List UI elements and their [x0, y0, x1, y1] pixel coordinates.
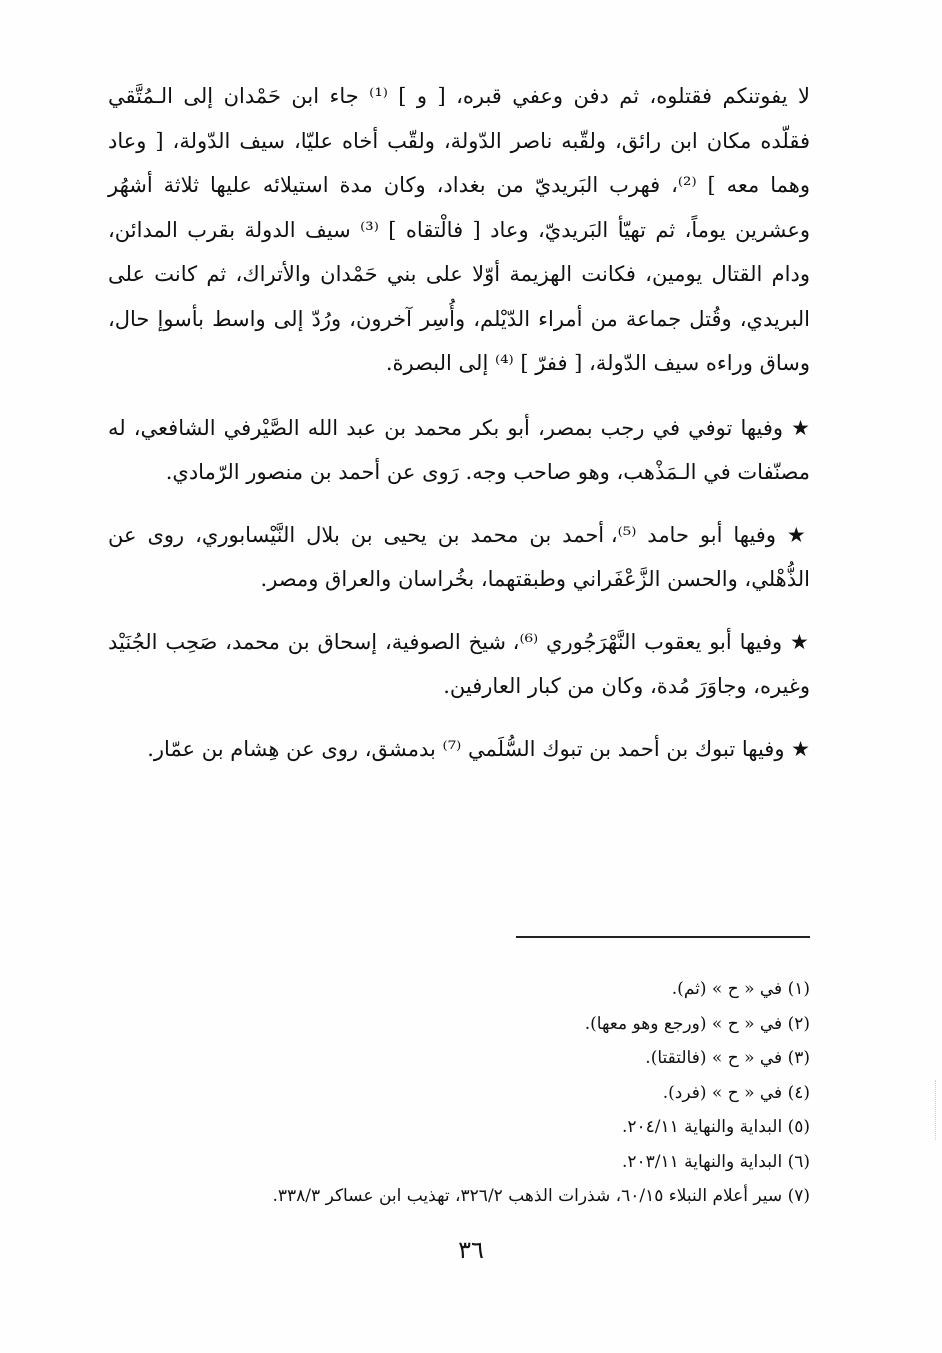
footnotes-block [108, 972, 810, 1214]
footnote-7: (٧) سير أعلام النبلاء ٦٠/١٥، شذرات الذهب ٣٢٦/٢، تهذيب ابن عساكر ٣٣٨/٣. [272, 1186, 810, 1206]
paragraph-obituary-tabuk: ★ وفيها تبوك بن أحمد بن تبوك السُّلَمي ⁽⁷⁾ بدمشق، روى عن هِشام بن عمّار. [147, 736, 810, 761]
footnote-6: (٦) البداية والنهاية ٢٠٣/١١. [621, 1151, 810, 1172]
paragraph-events: لا يفوتنكم فقتلوه، ثم دفن وعفي قبره، [ و ] ⁽¹⁾ جاء ابن حَمْدان إلى الـمُتَّقي فقلّده مكان ابن رائق، ولقّبه ناصر الدّولة، ولقّب أخاه عليّا، سيف الدّولة، [ وعاد وهما معه ] ⁽²⁾، فهرب البَريديّ من بغداد، وكان مدة استيلائه عليها ثلاثة أشهُر وعشرين يوماً، ثم تهيّأ البَريديّ، وعاد [ فالْتقاه ] ⁽³⁾ سيف الدولة بقرب المدائن، ودام القتال يومين، فكانت الهزيمة أوّلا على بني حَمْدان والأتراك، ثم كانت على البريدي، وقُتل جماعة من أمراء الدّيْلم، وأُسِر آخرون، ورُدّ إلى واسط بأسوإ حال، وساق وراءه سيف الدّولة، [ ففرّ ] ⁽⁴⁾ إلى البصرة. [108, 84, 811, 375]
paragraph-obituary-abu-hamid: ★ وفيها أبو حامد ⁽⁵⁾، أحمد بن محمد بن يحيى بن بلال النَّيْسابوري، روى عن الذُّهْلي، والحسن الزَّعْفَراني وطبقتهما، بخُراسان والعراق ومصر. [108, 522, 810, 591]
paragraph-obituary-nahrajuri: ★ وفيها أبو يعقوب النَّهْرَجُوري ⁽⁶⁾، شيخ الصوفية، إسحاق بن محمد، صَحِب الجُنَيْد وغيره، وجاوَرَ مُدة، وكان من كبار العارفين. [108, 629, 810, 698]
paragraph-obituary-sayrafi: ★ وفيها توفي في رجب بمصر، أبو بكر محمد بن عبد الله الصَّيْرفي الشافعي، له مصنّفات في الـمَذْهب، وهو صاحب وجه. رَوى عن أحمد بن منصور الرّمادي. [108, 415, 810, 484]
footnote-3: (٣) في « ح » (فالتقتا). [645, 1048, 810, 1068]
footnote-separator-rule [516, 936, 810, 938]
page-number: ٣٦ [458, 1236, 484, 1264]
footnote-5: (٥) البداية والنهاية ٢٠٤/١١. [621, 1117, 810, 1137]
footnote-2: (٢) في « ح » (ورجع وهو معها). [584, 1013, 810, 1034]
main-text-body [108, 74, 810, 771]
footnote-4: (٤) في « ح » (فرد). [662, 1082, 810, 1103]
footnote-1: (١) في « ح » (ثم). [671, 979, 810, 999]
scan-edge-mark [931, 1080, 936, 1140]
